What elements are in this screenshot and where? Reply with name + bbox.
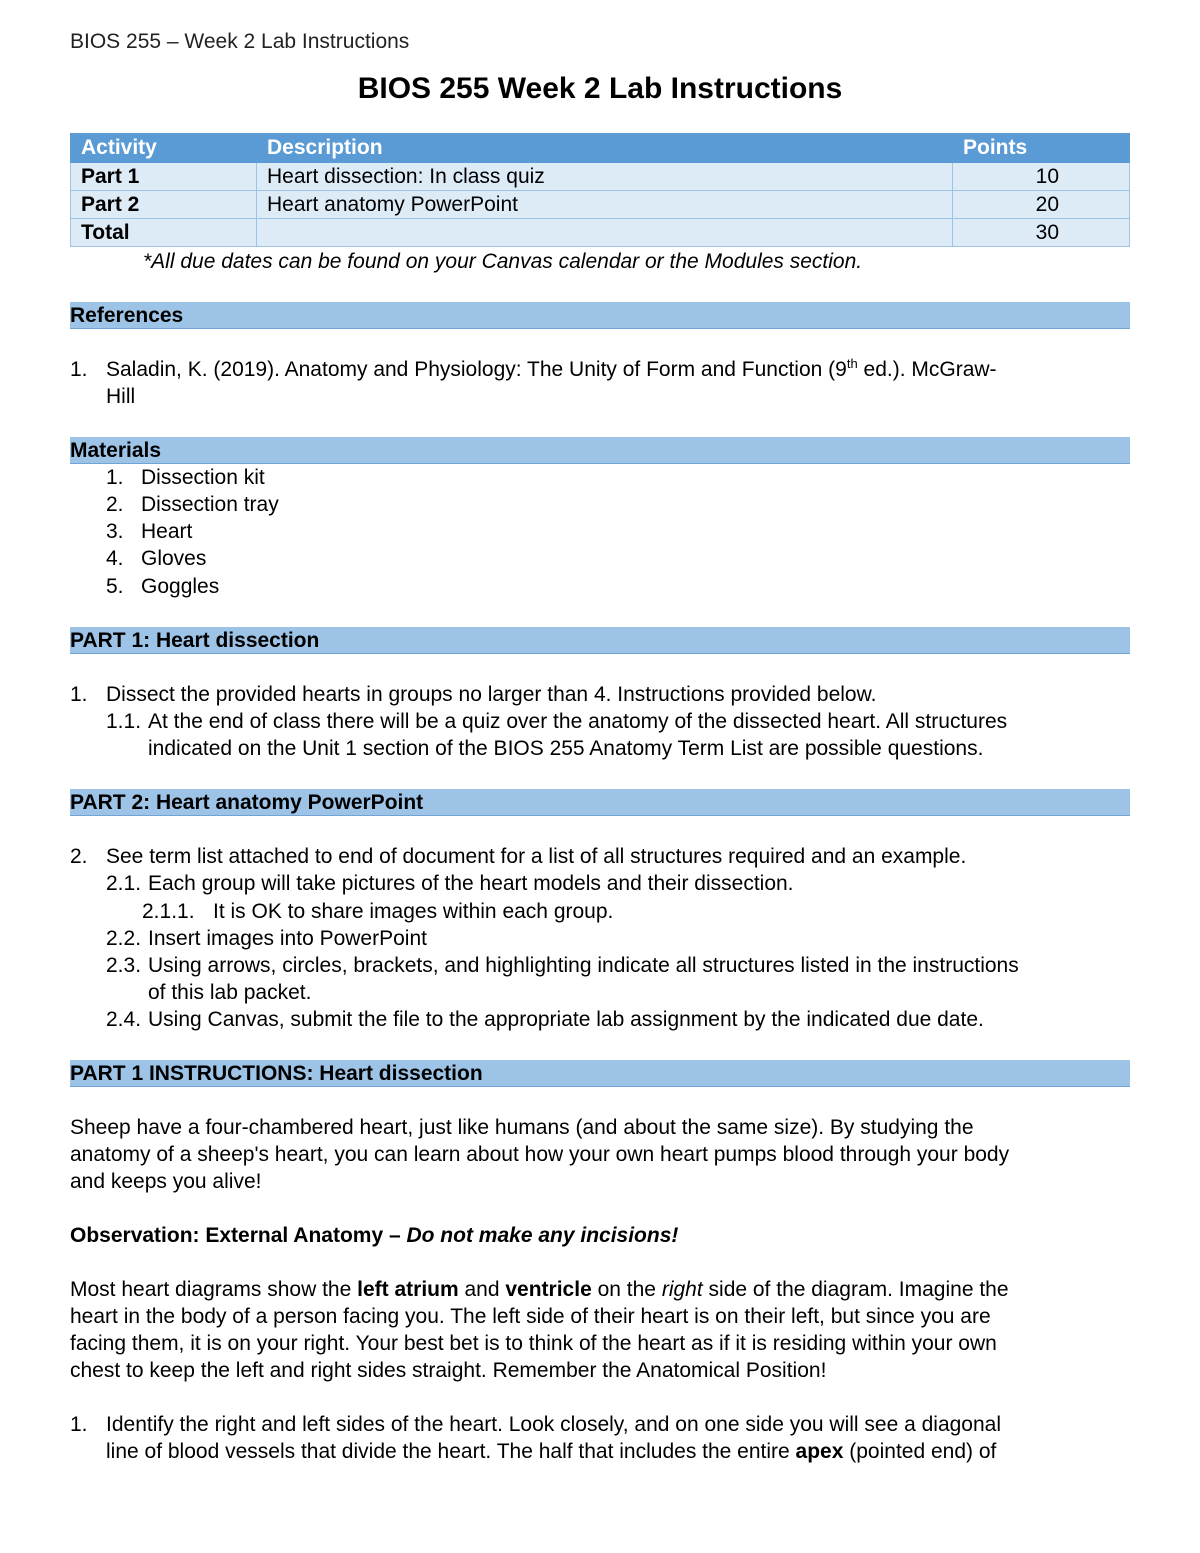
table-row xyxy=(71,163,1130,191)
bold-term: left atrium xyxy=(357,1278,459,1301)
text-run: (pointed end) of xyxy=(843,1440,997,1463)
list-item: Gloves xyxy=(141,547,207,570)
list-number: 2. xyxy=(70,845,88,868)
text-run: and xyxy=(458,1278,506,1301)
list-number: 2.3. xyxy=(106,954,142,977)
observation-label: Observation: External Anatomy – xyxy=(70,1224,407,1247)
paragraph-line: Sheep have a four-chambered heart, just like humans (and about the same size). By studying the xyxy=(70,1116,974,1139)
list-number: 1. xyxy=(70,358,88,381)
observation-heading xyxy=(70,1224,678,1248)
bold-term: apex xyxy=(795,1440,844,1463)
list-number: 5. xyxy=(106,575,124,598)
list-item: Heart xyxy=(141,520,193,543)
list-item: Dissect the provided hearts in groups no larger than 4. Instructions provided below. xyxy=(106,683,877,706)
paragraph-line: chest to keep the left and right sides straight. Remember the Anatomical Position! xyxy=(70,1359,827,1382)
list-item: Dissection kit xyxy=(141,466,265,489)
list-number: 3. xyxy=(106,520,124,543)
reference-text: Saladin, K. (2019). Anatomy and Physiology: The Unity of Form and Function (9 xyxy=(106,358,847,381)
part1-heading: PART 1: Heart dissection xyxy=(70,627,1130,654)
paragraph-line: anatomy of a sheep's heart, you can learn about how your own heart pumps blood through your body xyxy=(70,1143,1010,1166)
document-title: BIOS 255 Week 2 Lab Instructions xyxy=(357,72,843,105)
superscript: th xyxy=(846,356,858,371)
grade-table xyxy=(70,133,1130,247)
description-cell xyxy=(257,219,953,247)
instructions-heading: PART 1 INSTRUCTIONS: Heart dissection xyxy=(70,1060,1130,1087)
table-row xyxy=(71,219,1130,247)
table-header-row xyxy=(71,134,1130,163)
list-number: 4. xyxy=(106,547,124,570)
list-number: 2. xyxy=(106,493,124,516)
list-item: Using Canvas, submit the file to the appropriate lab assignment by the indicated due date. xyxy=(148,1008,984,1031)
column-header: Description xyxy=(257,134,953,163)
list-item-continued: indicated on the Unit 1 section of the BIOS 255 Anatomy Term List are possible questions. xyxy=(148,737,984,760)
list-item: Dissection tray xyxy=(141,493,279,516)
list-item: It is OK to share images within each group. xyxy=(213,900,614,923)
paragraph-line: heart in the body of a person facing you. The left side of their heart is on their left, but since you are xyxy=(70,1305,991,1328)
text-run: on the xyxy=(591,1278,662,1301)
list-item: At the end of class there will be a quiz over the anatomy of the dissected heart. All structures xyxy=(148,710,1008,733)
due-date-note: *All due dates can be found on your Canvas calendar or the Modules section. xyxy=(143,250,863,273)
list-number: 1. xyxy=(70,683,88,706)
paragraph-line: facing them, it is on your right. Your best bet is to think of the heart as if it is residing within your own xyxy=(70,1332,997,1355)
materials-heading: Materials xyxy=(70,437,1130,464)
description-cell: Heart anatomy PowerPoint xyxy=(257,191,953,219)
text-run: line of blood vessels that divide the heart. The half that includes the entire xyxy=(106,1440,796,1463)
list-item: Identify the right and left sides of the heart. Look closely, and on one side you will see a diagonal xyxy=(106,1413,1002,1436)
activity-cell: Part 1 xyxy=(71,163,257,191)
list-item: Goggles xyxy=(141,575,220,598)
bold-term: ventricle xyxy=(505,1278,592,1301)
list-number: 2.1. xyxy=(106,872,142,895)
column-header: Points xyxy=(953,134,1130,163)
text-run: Most heart diagrams show the xyxy=(70,1278,358,1301)
list-number: 1. xyxy=(70,1413,88,1436)
italic-term: right xyxy=(661,1278,703,1301)
list-item-continued: of this lab packet. xyxy=(148,981,312,1004)
reference-item xyxy=(106,358,997,382)
list-item-continued xyxy=(106,1440,996,1464)
points-cell: 10 xyxy=(953,163,1130,191)
references-heading: References xyxy=(70,302,1130,329)
text-run: side of the diagram. Imagine the xyxy=(702,1278,1009,1301)
list-item: Using arrows, circles, brackets, and highlighting indicate all structures listed in the instructions xyxy=(148,954,1019,977)
paragraph-line xyxy=(70,1278,1009,1302)
part2-heading: PART 2: Heart anatomy PowerPoint xyxy=(70,789,1130,816)
column-header: Activity xyxy=(71,134,257,163)
list-item: See term list attached to end of document for a list of all structures required and an example. xyxy=(106,845,967,868)
list-number: 2.1.1. xyxy=(142,900,195,923)
paragraph-line: and keeps you alive! xyxy=(70,1170,262,1193)
table-row xyxy=(71,191,1130,219)
list-number: 1. xyxy=(106,466,124,489)
running-header: BIOS 255 – Week 2 Lab Instructions xyxy=(70,30,410,53)
observation-warning: Do not make any incisions! xyxy=(406,1224,679,1247)
list-item: Each group will take pictures of the heart models and their dissection. xyxy=(148,872,794,895)
description-cell: Heart dissection: In class quiz xyxy=(257,163,953,191)
list-number: 1.1. xyxy=(106,710,142,733)
list-number: 2.2. xyxy=(106,927,142,950)
list-item: Insert images into PowerPoint xyxy=(148,927,427,950)
activity-cell: Part 2 xyxy=(71,191,257,219)
activity-cell: Total xyxy=(71,219,257,247)
points-cell: 30 xyxy=(953,219,1130,247)
reference-item-continued: Hill xyxy=(106,385,136,408)
points-cell: 20 xyxy=(953,191,1130,219)
list-number: 2.4. xyxy=(106,1008,142,1031)
reference-text: ed.). McGraw- xyxy=(857,358,997,381)
